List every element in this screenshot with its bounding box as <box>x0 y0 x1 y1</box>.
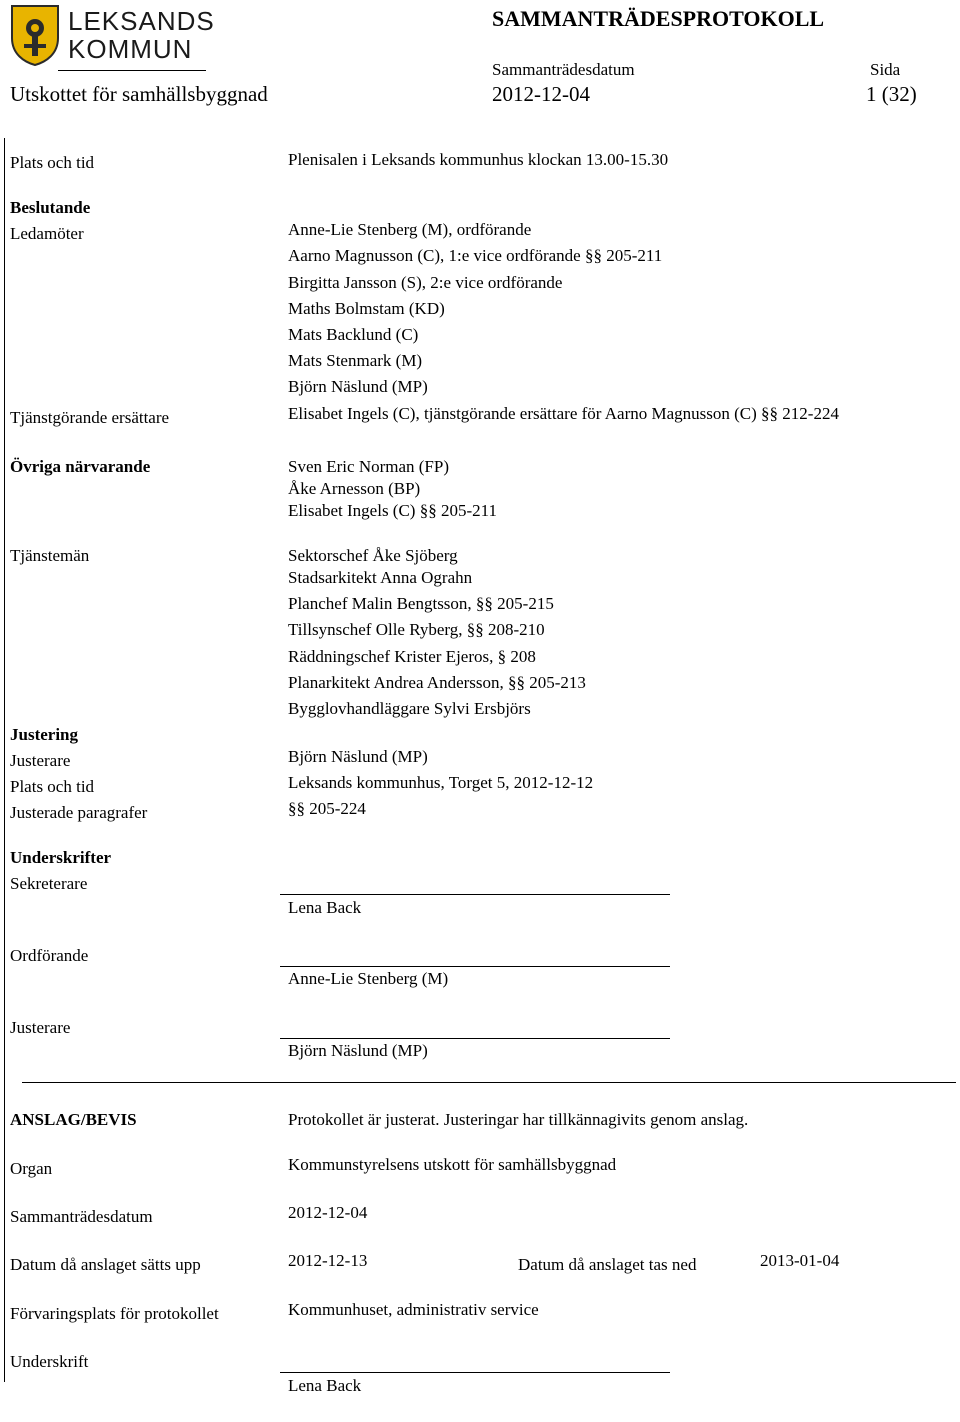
signature-line <box>280 1372 670 1373</box>
official-item: Räddningschef Krister Ejeros, § 208 <box>288 647 536 666</box>
secretary-name: Lena Back <box>288 898 362 917</box>
logo-text-line2: KOMMUN <box>68 34 193 64</box>
official-item: Tillsynschef Olle Ryberg, §§ 208-210 <box>288 620 545 639</box>
posted-label: Datum då anslaget sätts upp <box>10 1255 201 1274</box>
other-item: Åke Arnesson (BP) <box>288 479 421 498</box>
decision-heading: Beslutande <box>10 198 91 217</box>
official-item: Stadsarkitekt Anna Ograhn <box>288 568 473 587</box>
official-item: Sektorschef Åke Sjöberg <box>288 546 458 565</box>
members-label: Ledamöter <box>10 224 84 243</box>
adjuster-value: Björn Näslund (MP) <box>288 747 428 766</box>
other-item: Elisabet Ingels (C) §§ 205-211 <box>288 501 497 520</box>
signature-line <box>280 894 670 895</box>
notice-date-label: Sammanträdesdatum <box>10 1207 153 1226</box>
member-item: Aarno Magnusson (C), 1:e vice ordförande §§ 205-211 <box>288 246 663 265</box>
signature-adjuster-name: Björn Näslund (MP) <box>288 1041 428 1060</box>
removed-label: Datum då anslaget tas ned <box>518 1255 697 1274</box>
notice-divider <box>22 1082 956 1083</box>
notice-date-value: 2012-12-04 <box>288 1203 368 1222</box>
notice-signature-label: Underskrift <box>10 1352 89 1371</box>
officials-label: Tjänstemän <box>10 546 90 565</box>
member-item: Maths Bolmstam (KD) <box>288 299 445 318</box>
posted-value: 2012-12-13 <box>288 1251 368 1270</box>
notice-statement: Protokollet är justerat. Justeringar har tillkännagivits genom anslag. <box>288 1110 749 1129</box>
committee-name: Utskottet för samhällsbyggnad <box>10 82 268 106</box>
adjustment-place-label: Plats och tid <box>10 777 95 796</box>
member-item: Björn Näslund (MP) <box>288 377 428 396</box>
logo-text-line1: LEKSANDS <box>68 6 215 36</box>
official-item: Bygglovhandläggare Sylvi Ersbjörs <box>288 699 531 718</box>
storage-label: Förvaringsplats för protokollet <box>10 1304 219 1323</box>
organ-value: Kommunstyrelsens utskott för samhällsbyggnad <box>288 1155 617 1174</box>
logo-underline <box>58 70 206 71</box>
signature-line <box>280 966 670 967</box>
member-item: Mats Backlund (C) <box>288 325 419 344</box>
substitutes-label: Tjänstgörande ersättare <box>10 408 170 427</box>
place-label: Plats och tid <box>10 153 95 172</box>
adjustment-heading: Justering <box>10 725 78 744</box>
removed-value: 2013-01-04 <box>760 1251 840 1270</box>
others-label: Övriga närvarande <box>10 457 151 476</box>
header-page-label: Sida <box>870 60 901 79</box>
signature-adjuster-label: Justerare <box>10 1018 71 1037</box>
header-date-value: 2012-12-04 <box>492 82 590 106</box>
other-item: Sven Eric Norman (FP) <box>288 457 450 476</box>
member-item: Mats Stenmark (M) <box>288 351 423 370</box>
official-item: Planchef Malin Bengtsson, §§ 205-215 <box>288 594 554 613</box>
header-date-label: Sammanträdesdatum <box>492 60 635 79</box>
adjustment-place-value: Leksands kommunhus, Torget 5, 2012-12-12 <box>288 773 594 792</box>
header-page-value: 1 (32) <box>866 82 917 106</box>
chair-label: Ordförande <box>10 946 89 965</box>
adjuster-label: Justerare <box>10 751 71 770</box>
coat-of-arms-icon <box>10 4 60 66</box>
paragraphs-value: §§ 205-224 <box>288 799 366 818</box>
official-item: Planarkitekt Andrea Andersson, §§ 205-213 <box>288 673 586 692</box>
storage-value: Kommunhuset, administrativ service <box>288 1300 539 1319</box>
document-type: SAMMANTRÄDESPROTOKOLL <box>492 6 825 31</box>
substitutes-value: Elisabet Ingels (C), tjänstgörande ersättare för Aarno Magnusson (C) §§ 212-224 <box>288 404 839 423</box>
place-value: Plenisalen i Leksands kommunhus klockan 13.00-15.30 <box>288 150 669 169</box>
secretary-label: Sekreterare <box>10 874 88 893</box>
municipality-logo <box>10 4 215 68</box>
signatures-heading: Underskrifter <box>10 848 112 867</box>
paragraphs-label: Justerade paragrafer <box>10 803 148 822</box>
notice-signature-name: Lena Back <box>288 1376 362 1395</box>
notice-heading: ANSLAG/BEVIS <box>10 1110 137 1129</box>
member-item: Anne-Lie Stenberg (M), ordförande <box>288 220 532 239</box>
signature-line <box>280 1038 670 1039</box>
organ-label: Organ <box>10 1159 53 1178</box>
member-item: Birgitta Jansson (S), 2:e vice ordförande <box>288 273 563 292</box>
left-border <box>4 138 5 1382</box>
chair-name: Anne-Lie Stenberg (M) <box>288 969 449 988</box>
